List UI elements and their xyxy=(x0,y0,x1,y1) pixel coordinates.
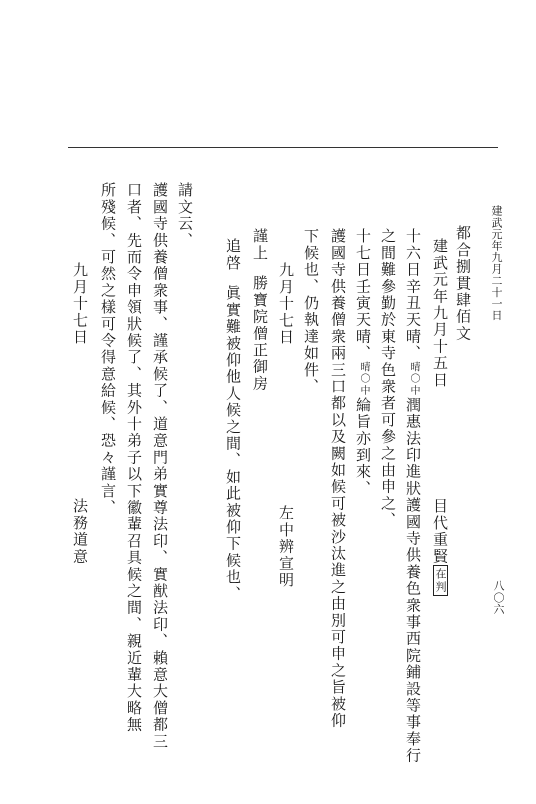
line4-start: 十六日辛丑天晴、 xyxy=(404,228,422,362)
text-column-addressee xyxy=(252,228,267,392)
header-rule xyxy=(68,147,498,148)
line6-rest: 綸旨亦到來、 xyxy=(354,396,372,497)
text-column-line8: 下候也、仍執達如件、 xyxy=(302,228,320,395)
addressee-prefix: 謹上 xyxy=(251,228,269,262)
text-column-date3: 九月十七日 xyxy=(71,262,89,346)
text-column-line14: 口者、先而令申領狀候了、其外十弟子以下徽輩召具候之間、親近輩大略無 xyxy=(125,182,143,734)
text-column-line5: 之間難參勤於東寺色衆者可參之由申之、 xyxy=(379,228,397,529)
line6-note: 晴〇中 xyxy=(358,361,369,397)
text-column-line4 xyxy=(405,228,420,764)
signer-1-name: 目代重賢 xyxy=(431,498,449,565)
seal-mark: 在判 xyxy=(433,565,448,596)
page-number: 八〇六 xyxy=(492,580,505,615)
line4-note: 晴〇中 xyxy=(408,361,419,397)
text-column-line7: 護國寺供養僧衆兩三口都以及闕如候可被沙汰進之由別可申之旨被仰 xyxy=(329,228,347,729)
signer-2: 左中辨宣明 xyxy=(277,505,295,589)
text-column-title: 都合捌貫肆佰文 xyxy=(454,225,472,342)
postscript-body: 眞實難被仰他人候之間、如此被仰下候也、 xyxy=(224,285,242,603)
text-column-line12: 請文云、 xyxy=(176,182,194,249)
text-column-postscript xyxy=(225,238,240,603)
text-column-line15: 所殘候、可然之樣可令得意給候、恐々謹言、 xyxy=(99,182,117,516)
text-column-date2: 九月十七日 xyxy=(277,262,295,346)
signer-3: 法務道意 xyxy=(71,498,89,565)
running-head: 建武元年九月二十一日 xyxy=(490,205,503,321)
addressee-name: 勝寶院僧正御房 xyxy=(251,275,269,393)
line4-rest: 潤惠法印進狀護國寺供養色衆事西院鋪設等事奉行 xyxy=(404,396,422,765)
text-column-date1: 建武元年九月十五日 xyxy=(431,238,449,389)
text-column-line13: 護國寺供養僧衆事、謹承候了、道意門弟實尊法印、實猷法印、賴意大僧都三 xyxy=(151,182,169,750)
postscript-prefix: 追啓 xyxy=(224,238,242,272)
line6-start: 十七日壬寅天晴、 xyxy=(354,228,372,362)
signer-1 xyxy=(432,498,447,596)
text-column-line6 xyxy=(355,228,370,497)
